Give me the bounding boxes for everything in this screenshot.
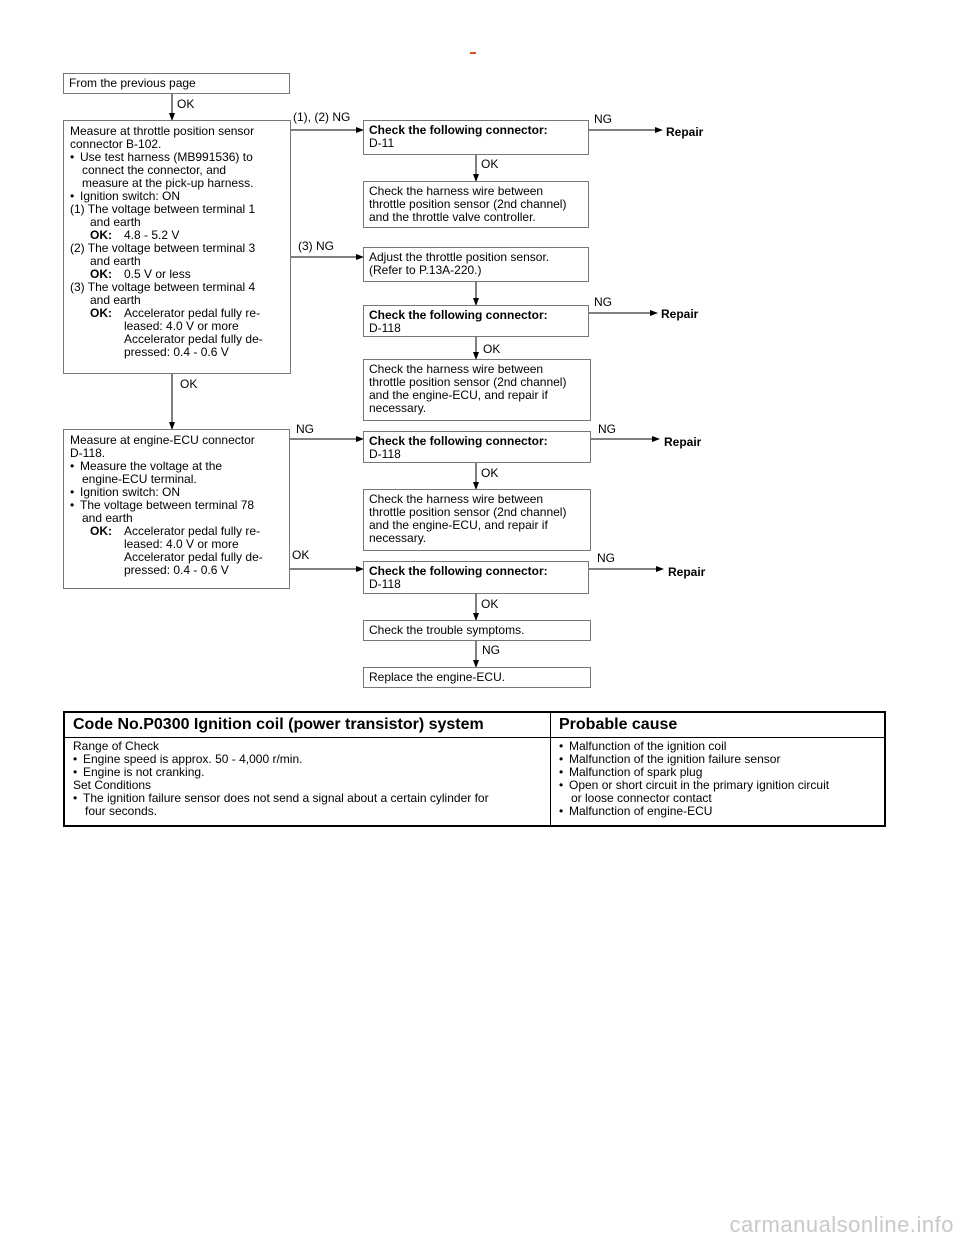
ng-label-6: NG <box>482 643 500 657</box>
cause-item: • Malfunction of the ignition failure sensor <box>559 753 879 766</box>
ok-value-cont: pressed: 0.4 - 0.6 V <box>124 563 229 577</box>
harness-tvc-line2: throttle position sensor (2nd channel) <box>369 197 567 211</box>
ok-label-5: OK <box>292 548 310 562</box>
check-d118-connector: D-118 <box>369 321 401 335</box>
measure-ecu-bullet3: • The voltage between terminal 78 <box>70 499 283 512</box>
measure-ecu-line2: D-118. <box>70 446 106 460</box>
range-item: • Engine speed is approx. 50 - 4,000 r/min. <box>73 753 543 766</box>
table-divider <box>550 713 551 825</box>
harness-ecu-line4: necessary. <box>369 401 427 415</box>
ok-key: OK: <box>90 228 112 242</box>
check-d118-box-1 <box>363 305 589 337</box>
measure-ecu-bullet2: • Ignition switch: ON <box>70 486 283 499</box>
harness-ecu-line3: and the engine-ECU, and repair if <box>369 518 548 532</box>
harness-ecu-line1: Check the harness wire between <box>369 362 544 376</box>
cause-item-cont: or loose connector contact <box>571 791 712 805</box>
replace-ecu-box <box>363 667 591 688</box>
ng-label-5: NG <box>597 551 615 565</box>
ok-value-cont: Accelerator pedal fully de- <box>124 332 263 346</box>
ok-label-2: OK <box>481 157 499 171</box>
from-previous-page-box <box>63 73 290 94</box>
ok-value: Accelerator pedal fully re- <box>124 306 261 320</box>
check-d11-title: Check the following connector: <box>369 123 548 137</box>
harness-tvc-line1: Check the harness wire between <box>369 184 544 198</box>
harness-ecu-line2: throttle position sensor (2nd channel) <box>369 505 567 519</box>
watermark: carmanualsonline.info <box>729 1212 954 1237</box>
measure-b102-bullet1b: connect the connector, and <box>82 163 227 177</box>
ok-value-cont: leased: 4.0 V or more <box>124 319 239 333</box>
set-condition-item: • The ignition failure sensor does not send a signal about a certain cylinder for <box>73 792 543 805</box>
probable-cause-title: Probable cause <box>559 716 678 733</box>
measure-b102-box <box>63 120 291 374</box>
ok-value: Accelerator pedal fully re- <box>124 524 261 538</box>
measure-ecu-box <box>63 429 290 589</box>
from-previous-page-text: From the previous page <box>69 76 196 90</box>
ng-label-4: NG <box>598 422 616 436</box>
harness-ecu-line2: throttle position sensor (2nd channel) <box>369 375 567 389</box>
check-d11-box <box>363 120 589 155</box>
harness-ecu-box-2 <box>363 489 591 551</box>
code-table <box>63 711 886 827</box>
measure-b102-line2: connector B-102. <box>70 137 162 151</box>
check-d118-box-2 <box>363 431 591 463</box>
ng-label-3: NG <box>296 422 314 436</box>
ok-value: 0.5 V or less <box>124 267 191 281</box>
repair-label-1: Repair <box>666 125 704 139</box>
ok-label-7: OK <box>481 597 499 611</box>
ok-value-cont: pressed: 0.4 - 0.6 V <box>124 345 229 359</box>
harness-ecu-box-1 <box>363 359 591 421</box>
measure-b102-item2: (2) The voltage between terminal 3 <box>70 241 256 255</box>
measure-b102-bullet1c: measure at the pick-up harness. <box>82 176 254 190</box>
code-title: Code No.P0300 Ignition coil (power transistor) system <box>73 716 484 733</box>
set-conditions-title: Set Conditions <box>73 778 152 792</box>
ok-label-4: OK <box>180 377 198 391</box>
code-table-header <box>65 713 884 738</box>
check-d118-title: Check the following connector: <box>369 564 548 578</box>
ok-label-6: OK <box>481 466 499 480</box>
cause-item: • Malfunction of the ignition coil <box>559 740 879 753</box>
measure-ecu-bullet3b: and earth <box>82 511 133 525</box>
set-condition-item-cont: four seconds. <box>85 804 158 818</box>
check-d118-title: Check the following connector: <box>369 434 548 448</box>
ok-label-1: OK <box>177 97 195 111</box>
ng-label-1: NG <box>594 112 612 126</box>
ok-value-cont: Accelerator pedal fully de- <box>124 550 263 564</box>
measure-b102-bullet2: • Ignition switch: ON <box>70 190 284 203</box>
measure-ecu-bullet1: • Measure the voltage at the <box>70 460 283 473</box>
harness-ecu-line1: Check the harness wire between <box>369 492 544 506</box>
cause-item: • Open or short circuit in the primary ignition circuit <box>559 779 879 792</box>
check-d118-connector: D-118 <box>369 577 401 591</box>
adjust-box <box>363 247 589 282</box>
harness-tvc-line3: and the throttle valve controller. <box>369 210 536 224</box>
measure-b102-bullet1: • Use test harness (MB991536) to <box>70 151 284 164</box>
ng3-label: (3) NG <box>298 239 334 253</box>
harness-ecu-line3: and the engine-ECU, and repair if <box>369 388 548 402</box>
ng12-label: (1), (2) NG <box>293 110 351 124</box>
repair-label-4: Repair <box>668 565 706 579</box>
repair-label-2: Repair <box>661 307 699 321</box>
harness-ecu-line4: necessary. <box>369 531 427 545</box>
ok-label-3: OK <box>483 342 501 356</box>
harness-tvc-box <box>363 181 589 228</box>
adjust-line2: (Refer to P.13A-220.) <box>369 263 482 277</box>
ng-label-2: NG <box>594 295 612 309</box>
trouble-symptoms-box <box>363 620 591 641</box>
measure-b102-item1: (1) The voltage between terminal 1 <box>70 202 256 216</box>
ok-key: OK: <box>90 306 112 320</box>
measure-b102-line1: Measure at throttle position sensor <box>70 124 255 138</box>
measure-b102-item2b: and earth <box>90 254 141 268</box>
measure-b102-item3b: and earth <box>90 293 141 307</box>
replace-ecu-text: Replace the engine-ECU. <box>369 670 506 684</box>
trouble-symptoms-text: Check the trouble symptoms. <box>369 623 525 637</box>
range-item: • Engine is not cranking. <box>73 766 543 779</box>
check-d118-connector: D-118 <box>369 447 401 461</box>
range-of-check-cell <box>73 740 543 818</box>
check-d118-title: Check the following connector: <box>369 308 548 322</box>
ok-key: OK: <box>90 267 112 281</box>
adjust-line1: Adjust the throttle position sensor. <box>369 250 550 264</box>
measure-ecu-bullet1b: engine-ECU terminal. <box>82 472 197 486</box>
measure-ecu-line1: Measure at engine-ECU connector <box>70 433 255 447</box>
ok-value-cont: leased: 4.0 V or more <box>124 537 239 551</box>
measure-b102-item3: (3) The voltage between terminal 4 <box>70 280 256 294</box>
range-of-check-title: Range of Check <box>73 739 160 753</box>
probable-cause-cell <box>559 740 879 818</box>
repair-label-3: Repair <box>664 435 702 449</box>
cause-item: • Malfunction of spark plug <box>559 766 879 779</box>
check-d11-connector: D-11 <box>369 136 395 150</box>
measure-b102-item1b: and earth <box>90 215 141 229</box>
ok-key: OK: <box>90 524 112 538</box>
ok-value: 4.8 - 5.2 V <box>124 228 180 242</box>
check-d118-box-3 <box>363 561 589 594</box>
cause-item: • Malfunction of engine-ECU <box>559 805 879 818</box>
